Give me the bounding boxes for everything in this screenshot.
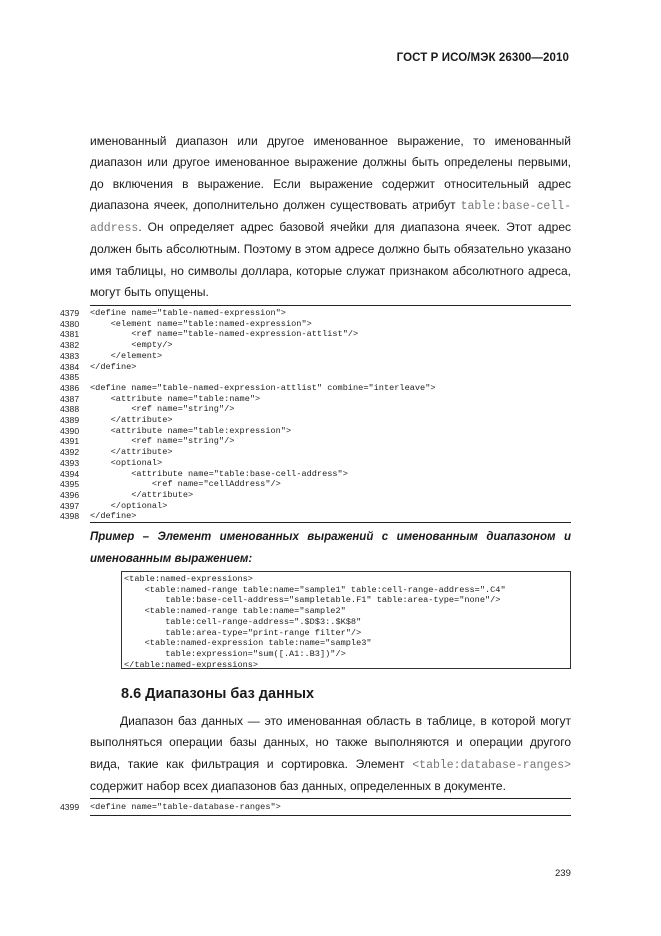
body-paragraph-named-expression: [90, 131, 571, 303]
paragraph-text: именованный диапазон или другое именованное выражение, то именованный диапазон или другое именованное выражение должны быть определены первыми, до включения в выражение. Если выражение содержит относительный адрес диапазона ячеек, дополнительно должен существовать атрибут: [90, 134, 571, 212]
listing2-top-rule: [90, 798, 571, 799]
example-title: Пример – Элемент именованных выражений с именованным диапазоном и именованным выражением:: [90, 531, 571, 565]
listing2-line-number: 4399: [60, 802, 80, 812]
section-heading: 8.6 Диапазоны баз данных: [121, 686, 315, 702]
example-code-box: [121, 571, 571, 669]
listing-top-rule: [90, 305, 571, 306]
inline-code: <table:database-ranges>: [412, 758, 571, 772]
paragraph-text: содержит набор всех диапазонов баз данных, определенных в документе.: [90, 778, 506, 793]
listing-line-numbers: 4379 4380 4381 4382 4383 4384 4385 4386 4387 4388 4389 4390 4391 4392 4393 4394 4395 4396 4397 4398: [60, 308, 80, 522]
example-code: <table:named-expressions> <table:named-range table:name="sample1" table:cell-range-address=".C4" table:base-cell-address="sampletable.F1" table:area-type="none"/> <table:named-range table:name="sample2" table:cell-range-address=".$D$3:.$K$8" table:area-type="print-range filter"/> <table:named-expression table:name="sample3" table:expression="sum([.A1:.B3])"/> </table:named-expressions>: [124, 574, 506, 670]
inline-code: table:base-cell-address: [90, 199, 571, 236]
paragraph-text: Диапазон баз данных — это именованная область в таблице, в которой могут выполняться операции базы данных, но также выполняются и операции другого вида, такие как фильтрация и сортировка. Элемент: [90, 714, 571, 771]
page-number: 239: [555, 868, 571, 879]
document-header: ГОСТ Р ИСО/МЭК 26300—2010: [396, 52, 569, 64]
listing-bottom-rule: [90, 522, 571, 523]
paragraph-text: . Он определяет адрес базовой ячейки для диапазона ячеек. Этот адрес должен быть абсолютным. Поэтому в этом адресе должно быть обязательно указано имя таблицы, но символы доллара, которые служат признаком абсолютного адреса, могут быть опущены.: [90, 220, 571, 300]
schema-listing: <define name="table-named-expression"> <element name="table:named-expression"> <ref name="table-named-expression-attlist"/> <empty/> </element> </define> <define name="table-named-expression-attlist" combine="interleave"> <attribute name="table:name"> <ref name="string"/> </attribute> <attribute name="table:expression"> <ref name="string"/> </attribute> <optional> <attribute name="table:base-cell-address"> <ref name="cellAddress"/> </attribute> </optional> </define>: [90, 308, 436, 522]
listing2-bottom-rule: [90, 815, 571, 816]
body-paragraph-database-ranges: [90, 711, 571, 797]
schema-listing-2: <define name="table-database-ranges">: [90, 802, 281, 812]
